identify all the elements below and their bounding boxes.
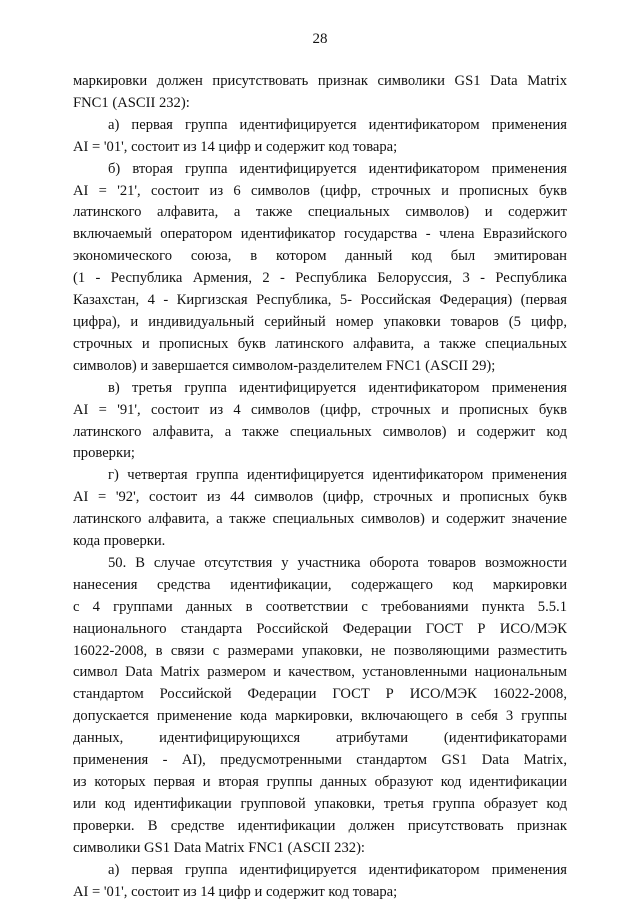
text-line: символики GS1 Data Matrix FNC1 (ASCII 232): (73, 839, 365, 856)
page-number: 28 (312, 31, 328, 47)
text-line: латинского алфавита, а также специальных символов) и содержит (73, 204, 567, 221)
text-line: 16022-2008, в связи с размерами упаковки, не позволяющими разместить (73, 642, 567, 659)
text-line: 50. В случае отсутствия у участника оборота товаров возможности (108, 554, 567, 571)
text-line: AI = '91', состоит из 4 символов (цифр, строчных и прописных букв (73, 401, 567, 418)
text-line: нанесения средства идентификации, содержащего код маркировки (73, 576, 567, 593)
text-line: стандартом Российской Федерации ГОСТ Р ИСО/МЭК 16022-2008, (73, 686, 567, 703)
text-line: латинского алфавита, а также специальных символов) и содержит код (73, 423, 567, 440)
text-line: (1 - Республика Армения, 2 - Республика Белоруссия, 3 - Республика (73, 270, 567, 287)
text-line: данных, идентифицирующихся атрибутами (идентификаторами (73, 730, 567, 747)
text-line: а) первая группа идентифицируется идентификатором применения (108, 861, 567, 878)
text-line: а) первая группа идентифицируется идентификатором применения (108, 116, 567, 133)
text-line: кода проверки. (73, 533, 166, 550)
text-line: Казахстан, 4 - Киргизская Республика, 5- Российская Федерация) (первая (73, 292, 567, 309)
text-line: FNC1 (ASCII 232): (73, 94, 190, 111)
text-line: AI = '21', состоит из 6 символов (цифр, строчных и прописных букв (73, 182, 567, 199)
text-line: г) четвертая группа идентифицируется идентификатором применения (108, 467, 567, 484)
text-line: с 4 группами данных в соответствии с требованиями пункта 5.5.1 (73, 598, 567, 615)
text-line: строчных и прописных букв латинского алфавита, а также специальных (73, 335, 567, 352)
text-line: символ Data Matrix размером и качеством, установленными национальным (73, 664, 567, 681)
text-line: AI = '01', состоит из 14 цифр и содержит код товара; (73, 883, 398, 900)
text-line: в) третья группа идентифицируется идентификатором применения (108, 379, 567, 396)
text-line: AI = '01', состоит из 14 цифр и содержит код товара; (73, 138, 398, 155)
text-line: символов) и завершается символом-разделителем FNC1 (ASCII 29); (73, 357, 496, 374)
text-line: б) вторая группа идентифицируется идентификатором применения (108, 160, 567, 177)
text-line: маркировки должен присутствовать признак символики GS1 Data Matrix (73, 73, 567, 89)
text-line: из которых первая и вторая группы данных образуют код идентификации (73, 774, 567, 790)
text-line: включаемый оператором идентификатор государства - члена Евразийского (73, 226, 567, 243)
text-line: латинского алфавита, а также специальных символов) и содержит значение (73, 511, 567, 528)
text-line: проверки. В средстве идентификации должен присутствовать признак (73, 817, 567, 834)
text-line: экономического союза, в котором данный код был эмитирован (73, 248, 567, 265)
text-line: или код идентификации групповой упаковки, третья группа образует код (73, 795, 567, 812)
text-line: цифра), и индивидуальный серийный номер упаковки товаров (5 цифр, (73, 313, 567, 330)
text-line: национального стандарта Российской Федерации ГОСТ Р ИСО/МЭК (73, 620, 567, 637)
text-line: допускается применение кода маркировки, включающего в себя 3 группы (73, 708, 567, 725)
text-line: AI = '92', состоит из 44 символов (цифр, строчных и прописных букв (73, 489, 567, 506)
text-line: проверки; (73, 445, 135, 462)
document-body (73, 71, 567, 903)
text-line: применения - AI), предусмотренными стандартом GS1 Data Matrix, (73, 752, 567, 769)
